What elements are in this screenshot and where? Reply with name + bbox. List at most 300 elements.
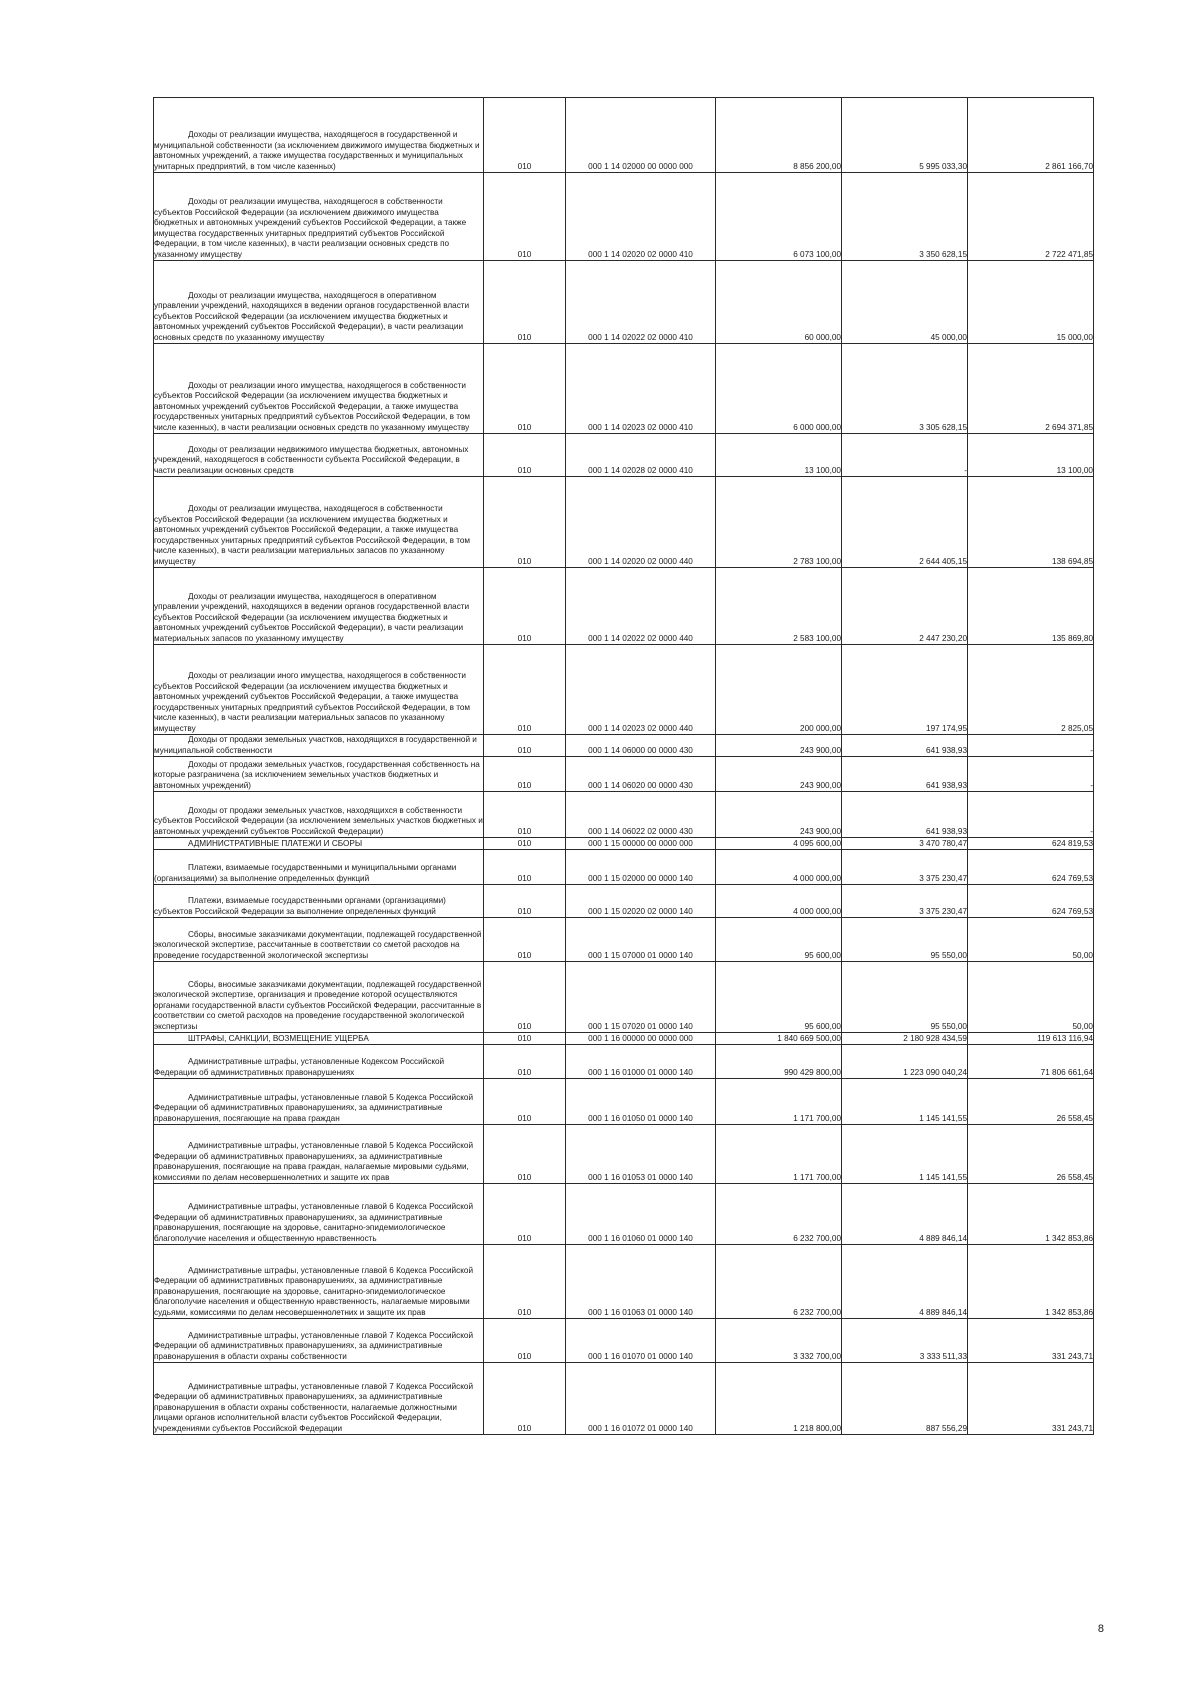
- row-executed-amount-text: 1 145 141,55: [919, 1113, 967, 1123]
- row-unexecuted-amount: [968, 735, 1094, 757]
- row-unexecuted-amount-text: 624 769,53: [1052, 906, 1093, 916]
- row-unexecuted-amount-text: 624 819,53: [1052, 838, 1093, 848]
- row-unexecuted-amount-text: -: [1090, 780, 1093, 790]
- table-row: [154, 962, 1094, 1033]
- row-unexecuted-amount: [968, 477, 1094, 568]
- row-budget-code: [566, 1079, 716, 1125]
- row-executed-amount: [842, 1184, 968, 1245]
- row-unexecuted-amount: [968, 1363, 1094, 1435]
- row-name: [154, 792, 484, 838]
- row-executed-amount: [842, 1045, 968, 1079]
- row-name-text: Доходы от реализации иного имущества, находящегося в собственности субъектов Российской Федерации (за исключением имущества бюджетных и автономных учреждений субъектов Российской Федерации, а также имущества государственных унитарных предприятий субъектов Российской Федерации, в том числе казенных), в части реализации материальных запасов по указанному имуществу: [154, 671, 471, 733]
- row-executed-amount: [842, 98, 968, 173]
- row-unexecuted-amount-text: 71 806 661,64: [1040, 1067, 1093, 1077]
- row-name-text: ШТРАФЫ, САНКЦИИ, ВОЗМЕЩЕНИЕ УЩЕРБА: [188, 1033, 369, 1043]
- row-approved-amount: [716, 261, 842, 344]
- row-budget-code: [566, 838, 716, 850]
- row-line-code-text: 010: [517, 1172, 532, 1182]
- row-line-code: [484, 838, 566, 850]
- row-name-text: Административные штрафы, установленные главой 7 Кодекса Российской Федерации об административных правонарушениях, за административные правонарушения в области охраны собственности: [154, 1330, 474, 1361]
- row-budget-code: [566, 434, 716, 477]
- row-executed-amount-text: 3 333 511,33: [919, 1351, 967, 1361]
- row-name-text: Доходы от продажи земельных участков, государственная собственность на которые разграничена (за исключением земельных участков бюджетных и автономных учреждений): [154, 759, 480, 790]
- row-line-code: [484, 1125, 566, 1184]
- row-executed-amount: [842, 1363, 968, 1435]
- row-approved-amount: [716, 918, 842, 962]
- row-name-text: Доходы от реализации имущества, находящегося в собственности субъектов Российской Федерации (за исключением имущества бюджетных и автономных учреждений субъектов Российской Федерации, а также имущества государственных унитарных предприятий субъектов Российской Федерации, в том числе казенных), в части реализации материальных запасов по указанному имуществу: [154, 504, 471, 566]
- row-name-text: Доходы от реализации имущества, находящегося в оперативном управлении учреждений, находящихся в ведении органов государственной власти субъектов Российской Федерации (за исключением имущества бюджетных и автономных учреждений субъектов Российской Федерации), в части реализации основных средств по указанному имуществу: [154, 290, 470, 342]
- row-approved-amount-text: 3 332 700,00: [793, 1351, 841, 1361]
- row-line-code: [484, 344, 566, 434]
- row-approved-amount: [716, 792, 842, 838]
- row-budget-code: [566, 98, 716, 173]
- row-executed-amount-text: 45 000,00: [930, 332, 967, 342]
- row-name: [154, 1125, 484, 1184]
- row-name: [154, 568, 484, 645]
- row-budget-code: [566, 173, 716, 261]
- row-unexecuted-amount-text: -: [1090, 826, 1093, 836]
- table-row: [154, 1184, 1094, 1245]
- row-budget-code: [566, 344, 716, 434]
- row-executed-amount-text: 5 995 033,30: [919, 161, 967, 171]
- row-line-code: [484, 735, 566, 757]
- row-executed-amount: [842, 962, 968, 1033]
- row-approved-amount-text: 243 900,00: [800, 745, 841, 755]
- row-approved-amount: [716, 1045, 842, 1079]
- row-budget-code: [566, 568, 716, 645]
- row-approved-amount-text: 990 429 800,00: [784, 1067, 841, 1077]
- row-name-text: Доходы от реализации имущества, находящегося в государственной и муниципальной собственности (за исключением движимого имущества бюджетных и автономных учреждений, а также имущества государственных и муниципальных унитарных предприятий, в том числе казенных): [154, 130, 480, 171]
- row-name: [154, 98, 484, 173]
- row-name: [154, 261, 484, 344]
- row-budget-code: [566, 1245, 716, 1319]
- row-unexecuted-amount-text: -: [1090, 745, 1093, 755]
- row-name-text: Платежи, взимаемые государственными и муниципальными органами (организациями) за выполнение определенных функций: [154, 863, 457, 883]
- row-name: [154, 1033, 484, 1045]
- page-number: 8: [1097, 1623, 1104, 1635]
- row-budget-code-text: 000 1 16 01050 01 0000 140: [588, 1113, 693, 1123]
- row-budget-code: [566, 1184, 716, 1245]
- row-budget-code-text: 000 1 16 01070 01 0000 140: [588, 1351, 693, 1361]
- row-name-text: Административные штрафы, установленные главой 6 Кодекса Российской Федерации об административных правонарушениях, за административные правонарушения, посягающие на здоровье, санитарно-эпидемиологическое благополучие населения и общественную нравственность, налагаемые мировыми судьями, комиссиями по делам несовершеннолетних и защите их прав: [154, 1265, 474, 1317]
- row-unexecuted-amount-text: 13 100,00: [1056, 465, 1093, 475]
- row-budget-code-text: 000 1 16 01072 01 0000 140: [588, 1423, 693, 1433]
- row-executed-amount: [842, 885, 968, 918]
- row-budget-code-text: 000 1 15 02020 02 0000 140: [588, 906, 693, 916]
- row-approved-amount-text: 6 000 000,00: [793, 422, 841, 432]
- row-executed-amount-text: 95 550,00: [930, 950, 967, 960]
- row-executed-amount-text: 95 550,00: [930, 1021, 967, 1031]
- row-executed-amount-text: 197 174,95: [926, 723, 967, 733]
- row-unexecuted-amount: [968, 344, 1094, 434]
- row-executed-amount-text: 3 375 230,47: [919, 906, 967, 916]
- row-line-code: [484, 1184, 566, 1245]
- row-name: [154, 173, 484, 261]
- row-executed-amount-text: 4 889 846,14: [919, 1233, 967, 1243]
- row-approved-amount: [716, 344, 842, 434]
- row-budget-code-text: 000 1 14 02022 02 0000 410: [588, 332, 693, 342]
- row-unexecuted-amount-text: 26 558,45: [1056, 1172, 1093, 1182]
- row-executed-amount: [842, 757, 968, 792]
- row-budget-code: [566, 962, 716, 1033]
- row-executed-amount: [842, 434, 968, 477]
- row-budget-code: [566, 1363, 716, 1435]
- row-budget-code: [566, 1125, 716, 1184]
- row-budget-code-text: 000 1 14 02022 02 0000 440: [588, 633, 693, 643]
- row-line-code-text: 010: [517, 1113, 532, 1123]
- row-line-code: [484, 962, 566, 1033]
- row-approved-amount-text: 6 232 700,00: [793, 1233, 841, 1243]
- row-approved-amount: [716, 1319, 842, 1363]
- table-row: [154, 1045, 1094, 1079]
- report-sheet: [153, 97, 1093, 1435]
- row-budget-code-text: 000 1 16 00000 00 0000 000: [588, 1033, 693, 1043]
- row-unexecuted-amount-text: 138 694,85: [1052, 556, 1093, 566]
- row-executed-amount-text: 887 556,29: [926, 1423, 967, 1433]
- row-unexecuted-amount-text: 1 342 853,86: [1045, 1307, 1093, 1317]
- table-row: [154, 1245, 1094, 1319]
- row-name-text: Доходы от реализации имущества, находящегося в оперативном управлении учреждений, находящихся в ведении органов государственной власти субъектов Российской Федерации (за исключением имущества бюджетных и автономных учреждений субъектов Российской Федерации), в части реализации материальных запасов по указанному имуществу: [154, 591, 470, 643]
- table-row: [154, 757, 1094, 792]
- row-approved-amount-text: 4 095 600,00: [793, 838, 841, 848]
- row-budget-code: [566, 792, 716, 838]
- row-unexecuted-amount: [968, 1319, 1094, 1363]
- row-executed-amount: [842, 918, 968, 962]
- row-name-text: Административные штрафы, установленные Кодексом Российской Федерации об административных правонарушениях: [154, 1057, 445, 1077]
- table-row: [154, 1079, 1094, 1125]
- table-row: [154, 1125, 1094, 1184]
- row-executed-amount-text: 2 180 928 434,59: [903, 1033, 967, 1043]
- row-budget-code-text: 000 1 14 06022 02 0000 430: [588, 826, 693, 836]
- row-unexecuted-amount: [968, 98, 1094, 173]
- row-line-code: [484, 792, 566, 838]
- row-line-code-text: 010: [517, 780, 532, 790]
- row-executed-amount-text: 641 938,93: [926, 826, 967, 836]
- row-unexecuted-amount-text: 2 861 166,70: [1045, 161, 1093, 171]
- row-line-code-text: 010: [517, 1351, 532, 1361]
- row-unexecuted-amount: [968, 1045, 1094, 1079]
- row-line-code: [484, 477, 566, 568]
- row-unexecuted-amount: [968, 1079, 1094, 1125]
- row-unexecuted-amount: [968, 918, 1094, 962]
- row-budget-code-text: 000 1 15 02000 00 0000 140: [588, 873, 693, 883]
- row-line-code-text: 010: [517, 249, 532, 259]
- row-approved-amount: [716, 850, 842, 885]
- row-budget-code-text: 000 1 16 01060 01 0000 140: [588, 1233, 693, 1243]
- table-row: [154, 1319, 1094, 1363]
- row-name-text: Сборы, вносимые заказчиками документации, подлежащей государственной экологической экспертизе, рассчитанные в соответствии со сметой расходов на проведение государственной экологической экспертизы: [154, 929, 482, 960]
- row-name-text: Платежи, взимаемые государственными органами (организациями) субъектов Российской Федерации за выполнение определенных функций: [154, 896, 446, 916]
- row-approved-amount: [716, 1033, 842, 1045]
- row-budget-code: [566, 1033, 716, 1045]
- row-line-code: [484, 1033, 566, 1045]
- row-executed-amount-text: 2 447 230,20: [919, 633, 967, 643]
- row-line-code-text: 010: [517, 1233, 532, 1243]
- row-executed-amount-text: 1 145 141,55: [919, 1172, 967, 1182]
- row-approved-amount: [716, 962, 842, 1033]
- row-unexecuted-amount-text: 331 243,71: [1052, 1423, 1093, 1433]
- row-approved-amount: [716, 757, 842, 792]
- table-row: [154, 1033, 1094, 1045]
- row-unexecuted-amount: [968, 1184, 1094, 1245]
- row-executed-amount-text: 3 470 780,47: [919, 838, 967, 848]
- row-line-code: [484, 1045, 566, 1079]
- row-approved-amount-text: 6 073 100,00: [793, 249, 841, 259]
- row-unexecuted-amount: [968, 568, 1094, 645]
- row-approved-amount: [716, 838, 842, 850]
- row-budget-code-text: 000 1 14 02020 02 0000 410: [588, 249, 693, 259]
- row-name: [154, 757, 484, 792]
- row-budget-code: [566, 735, 716, 757]
- row-unexecuted-amount: [968, 1245, 1094, 1319]
- table-row: [154, 568, 1094, 645]
- row-unexecuted-amount: [968, 885, 1094, 918]
- row-name: [154, 645, 484, 735]
- row-unexecuted-amount-text: 624 769,53: [1052, 873, 1093, 883]
- row-executed-amount-text: 2 644 405,15: [919, 556, 967, 566]
- row-budget-code: [566, 1045, 716, 1079]
- row-approved-amount-text: 13 100,00: [804, 465, 841, 475]
- row-approved-amount-text: 95 600,00: [804, 950, 841, 960]
- row-executed-amount: [842, 568, 968, 645]
- row-unexecuted-amount-text: 50,00: [1072, 1021, 1093, 1031]
- row-budget-code-text: 000 1 14 02023 02 0000 440: [588, 723, 693, 733]
- row-budget-code: [566, 850, 716, 885]
- row-unexecuted-amount-text: 2 694 371,85: [1045, 422, 1093, 432]
- row-executed-amount: [842, 477, 968, 568]
- row-line-code-text: 010: [517, 1021, 532, 1031]
- row-approved-amount: [716, 1245, 842, 1319]
- row-budget-code: [566, 757, 716, 792]
- row-line-code: [484, 261, 566, 344]
- table-row: [154, 792, 1094, 838]
- row-budget-code-text: 000 1 15 07020 01 0000 140: [588, 1021, 693, 1031]
- row-approved-amount: [716, 1125, 842, 1184]
- row-approved-amount-text: 1 171 700,00: [793, 1113, 841, 1123]
- row-budget-code: [566, 477, 716, 568]
- row-executed-amount-text: 641 938,93: [926, 780, 967, 790]
- row-approved-amount: [716, 1363, 842, 1435]
- row-executed-amount-text: -: [964, 465, 967, 475]
- row-budget-code-text: 000 1 14 06020 00 0000 430: [588, 780, 693, 790]
- row-name-text: Доходы от реализации имущества, находящегося в собственности субъектов Российской Федерации (за исключением движимого имущества бюджетных и автономных учреждений субъектов Российской Федерации, а также имущества государственных унитарных предприятий субъектов Российской Федерации, в том числе казенных), в части реализации основных средств по указанному имуществу: [154, 197, 467, 259]
- row-budget-code-text: 000 1 15 07000 01 0000 140: [588, 950, 693, 960]
- row-executed-amount-text: 3 350 628,15: [919, 249, 967, 259]
- row-budget-code-text: 000 1 14 02000 00 0000 000: [588, 161, 693, 171]
- row-unexecuted-amount: [968, 792, 1094, 838]
- row-executed-amount: [842, 1079, 968, 1125]
- row-line-code-text: 010: [517, 633, 532, 643]
- row-name: [154, 1319, 484, 1363]
- row-name-text: Административные штрафы, установленные главой 6 Кодекса Российской Федерации об административных правонарушениях, за административные правонарушения, посягающие на здоровье, санитарно-эпидемиологическое благополучие населения и общественную нравственность: [154, 1202, 474, 1243]
- row-approved-amount-text: 95 600,00: [804, 1021, 841, 1031]
- row-unexecuted-amount: [968, 261, 1094, 344]
- row-approved-amount: [716, 1079, 842, 1125]
- row-unexecuted-amount: [968, 434, 1094, 477]
- row-name: [154, 962, 484, 1033]
- row-executed-amount: [842, 261, 968, 344]
- row-approved-amount: [716, 735, 842, 757]
- row-approved-amount-text: 1 840 669 500,00: [777, 1033, 841, 1043]
- row-line-code-text: 010: [517, 950, 532, 960]
- row-approved-amount-text: 243 900,00: [800, 780, 841, 790]
- row-budget-code-text: 000 1 15 00000 00 0000 000: [588, 838, 693, 848]
- row-budget-code: [566, 885, 716, 918]
- table-row: [154, 173, 1094, 261]
- row-unexecuted-amount: [968, 850, 1094, 885]
- table-body: [154, 98, 1094, 1435]
- row-unexecuted-amount: [968, 838, 1094, 850]
- table-row: [154, 434, 1094, 477]
- row-approved-amount: [716, 568, 842, 645]
- row-approved-amount: [716, 173, 842, 261]
- row-executed-amount-text: 4 889 846,14: [919, 1307, 967, 1317]
- row-name: [154, 885, 484, 918]
- row-name-text: Административные штрафы, установленные главой 5 Кодекса Российской Федерации об административных правонарушениях, за административные правонарушения, посягающие на права граждан: [154, 1092, 474, 1123]
- table-row: [154, 918, 1094, 962]
- table-row: [154, 98, 1094, 173]
- row-name: [154, 434, 484, 477]
- table-row: [154, 261, 1094, 344]
- row-line-code: [484, 98, 566, 173]
- row-unexecuted-amount-text: 2 722 471,85: [1045, 249, 1093, 259]
- row-budget-code-text: 000 1 14 02028 02 0000 410: [588, 465, 693, 475]
- row-line-code: [484, 1245, 566, 1319]
- row-budget-code: [566, 645, 716, 735]
- row-executed-amount: [842, 1319, 968, 1363]
- row-executed-amount: [842, 850, 968, 885]
- row-line-code-text: 010: [517, 1307, 532, 1317]
- row-line-code-text: 010: [517, 1067, 532, 1077]
- row-line-code: [484, 1363, 566, 1435]
- row-name: [154, 1045, 484, 1079]
- table-row: [154, 477, 1094, 568]
- table-row: [154, 1363, 1094, 1435]
- row-budget-code-text: 000 1 14 02023 02 0000 410: [588, 422, 693, 432]
- row-name: [154, 850, 484, 885]
- row-approved-amount-text: 200 000,00: [800, 723, 841, 733]
- row-line-code: [484, 645, 566, 735]
- row-approved-amount: [716, 885, 842, 918]
- row-budget-code: [566, 261, 716, 344]
- row-name: [154, 1079, 484, 1125]
- row-name-text: АДМИНИСТРАТИВНЫЕ ПЛАТЕЖИ И СБОРЫ: [188, 838, 363, 848]
- row-approved-amount-text: 243 900,00: [800, 826, 841, 836]
- row-executed-amount-text: 3 375 230,47: [919, 873, 967, 883]
- row-executed-amount-text: 641 938,93: [926, 745, 967, 755]
- row-budget-code-text: 000 1 16 01000 01 0000 140: [588, 1067, 693, 1077]
- row-approved-amount: [716, 434, 842, 477]
- row-budget-code-text: 000 1 16 01063 01 0000 140: [588, 1307, 693, 1317]
- row-approved-amount: [716, 645, 842, 735]
- row-approved-amount-text: 4 000 000,00: [793, 873, 841, 883]
- revenue-table: [153, 97, 1094, 1435]
- row-line-code-text: 010: [517, 1033, 532, 1043]
- row-executed-amount: [842, 1125, 968, 1184]
- row-unexecuted-amount: [968, 173, 1094, 261]
- row-line-code-text: 010: [517, 723, 532, 733]
- row-name: [154, 477, 484, 568]
- row-line-code: [484, 1079, 566, 1125]
- row-budget-code-text: 000 1 14 06000 00 0000 430: [588, 745, 693, 755]
- row-line-code-text: 010: [517, 873, 532, 883]
- row-approved-amount: [716, 477, 842, 568]
- row-unexecuted-amount: [968, 1125, 1094, 1184]
- row-name-text: Доходы от реализации недвижимого имущества бюджетных, автономных учреждений, находящегося в собственности субъекта Российской Федерации, в части реализации основных средств: [154, 444, 469, 475]
- row-approved-amount: [716, 98, 842, 173]
- row-unexecuted-amount-text: 15 000,00: [1056, 332, 1093, 342]
- row-line-code: [484, 434, 566, 477]
- row-executed-amount-text: 3 305 628,15: [919, 422, 967, 432]
- row-line-code-text: 010: [517, 838, 532, 848]
- row-line-code: [484, 1319, 566, 1363]
- table-row: [154, 344, 1094, 434]
- table-row: [154, 850, 1094, 885]
- row-line-code-text: 010: [517, 1423, 532, 1433]
- table-row: [154, 645, 1094, 735]
- row-line-code: [484, 173, 566, 261]
- row-executed-amount: [842, 344, 968, 434]
- row-executed-amount: [842, 645, 968, 735]
- row-unexecuted-amount-text: 135 869,80: [1052, 633, 1093, 643]
- row-line-code-text: 010: [517, 826, 532, 836]
- row-name: [154, 344, 484, 434]
- row-line-code-text: 010: [517, 161, 532, 171]
- row-line-code-text: 010: [517, 556, 532, 566]
- row-line-code: [484, 568, 566, 645]
- row-approved-amount-text: 6 232 700,00: [793, 1307, 841, 1317]
- row-line-code-text: 010: [517, 332, 532, 342]
- row-unexecuted-amount-text: 26 558,45: [1056, 1113, 1093, 1123]
- row-name-text: Доходы от продажи земельных участков, находящихся в собственности субъектов Российской Федерации (за исключением земельных участков бюджетных и автономных учреждений субъектов Российской Федерации): [154, 805, 483, 836]
- row-approved-amount-text: 1 171 700,00: [793, 1172, 841, 1182]
- row-line-code: [484, 885, 566, 918]
- row-executed-amount: [842, 173, 968, 261]
- row-name: [154, 1245, 484, 1319]
- row-name-text: Доходы от продажи земельных участков, находящихся в государственной и муниципальной собственности: [154, 735, 477, 755]
- row-budget-code-text: 000 1 16 01053 01 0000 140: [588, 1172, 693, 1182]
- table-row: [154, 838, 1094, 850]
- row-approved-amount: [716, 1184, 842, 1245]
- row-name-text: Административные штрафы, установленные главой 7 Кодекса Российской Федерации об административных правонарушениях, за административные правонарушения в области охраны собственности, налагаемые должностными лицами органов исполнительной власти субъектов Российской Федерации, учреждениями субъектов Российской Федерации: [154, 1381, 474, 1433]
- row-executed-amount: [842, 838, 968, 850]
- row-line-code: [484, 850, 566, 885]
- row-line-code-text: 010: [517, 465, 532, 475]
- row-approved-amount-text: 8 856 200,00: [793, 161, 841, 171]
- row-line-code: [484, 918, 566, 962]
- row-unexecuted-amount-text: 331 243,71: [1052, 1351, 1093, 1361]
- row-name-text: Административные штрафы, установленные главой 5 Кодекса Российской Федерации об административных правонарушениях, за административные правонарушения, посягающие на права граждан, налагаемые мировыми судьями, комиссиями по делам несовершеннолетних и защите их прав: [154, 1141, 474, 1182]
- row-unexecuted-amount-text: 50,00: [1072, 950, 1093, 960]
- table-row: [154, 735, 1094, 757]
- row-approved-amount-text: 1 218 800,00: [793, 1423, 841, 1433]
- row-name: [154, 735, 484, 757]
- row-name-text: Сборы, вносимые заказчиками документации, подлежащей государственной экологической экспертизе, организация и проведение которой осуществляются органами государственной власти субъектов Российской Федерации, рассчитанные в соответствии со сметой расходов на проведение государственной экологической экспертизы: [154, 979, 482, 1031]
- row-line-code-text: 010: [517, 422, 532, 432]
- row-budget-code: [566, 918, 716, 962]
- row-executed-amount: [842, 792, 968, 838]
- row-executed-amount: [842, 1033, 968, 1045]
- row-executed-amount: [842, 1245, 968, 1319]
- row-budget-code: [566, 1319, 716, 1363]
- row-unexecuted-amount: [968, 962, 1094, 1033]
- row-approved-amount-text: 4 000 000,00: [793, 906, 841, 916]
- row-approved-amount-text: 60 000,00: [804, 332, 841, 342]
- row-unexecuted-amount-text: 119 613 116,94: [1037, 1033, 1093, 1043]
- row-name-text: Доходы от реализации иного имущества, находящегося в собственности субъектов Российской Федерации (за исключением имущества бюджетных и автономных учреждений субъектов Российской Федерации, а также имущества государственных унитарных предприятий субъектов Российской Федерации, в том числе казенных), в части реализации основных средств по указанному имуществу: [154, 380, 471, 432]
- row-unexecuted-amount: [968, 645, 1094, 735]
- row-approved-amount-text: 2 583 100,00: [793, 633, 841, 643]
